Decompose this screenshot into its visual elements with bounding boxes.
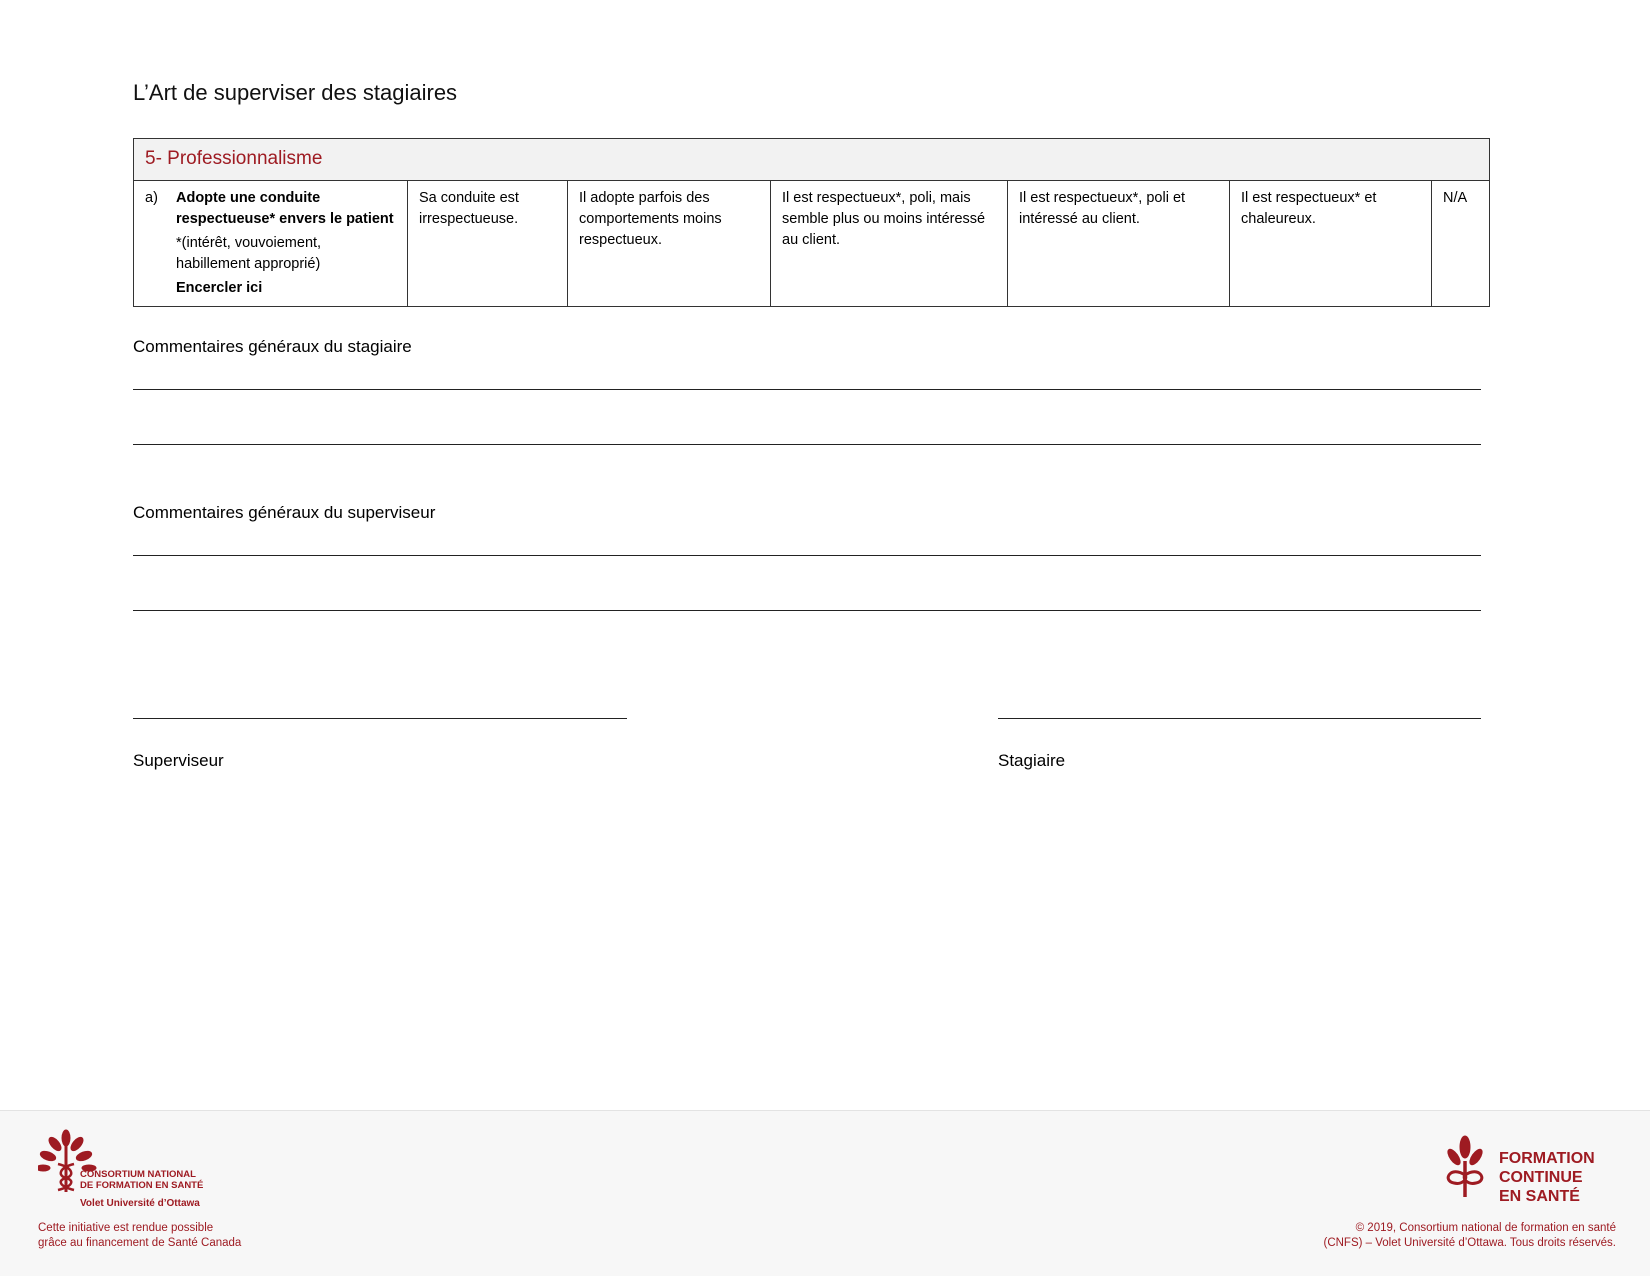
evaluation-table — [133, 138, 1490, 307]
level-5-line1: Il est respectueux* et — [1241, 190, 1377, 206]
fcs-line1: FORMATION — [1499, 1150, 1595, 1167]
level-cell-na[interactable] — [1432, 181, 1490, 307]
criterion-cell — [134, 181, 408, 307]
level-na-label: N/A — [1443, 190, 1468, 206]
cnfs-volet: Volet Université d’Ottawa — [80, 1198, 200, 1209]
cnfs-logo-text — [80, 1169, 203, 1191]
supervisor-comments-label: Commentaires généraux du superviseur — [133, 503, 436, 522]
supervisor-comment-line-2[interactable] — [133, 610, 1481, 611]
document-title: L’Art de superviser des stagiaires — [133, 80, 458, 105]
level-cell-3[interactable] — [771, 181, 1008, 307]
section-heading: 5- Professionnalisme — [134, 139, 1490, 181]
level-4-line1: Il est respectueux*, poli et — [1019, 190, 1186, 206]
cnfs-line1: CONSORTIUM NATIONAL — [80, 1169, 196, 1180]
copyright-line1: © 2019, Consortium national de formation en santé — [1355, 1222, 1616, 1234]
footer — [0, 1110, 1650, 1276]
supervisor-signature-line[interactable] — [133, 718, 627, 719]
criterion-title-line2: respectueuse* envers le patient — [176, 211, 394, 227]
fcs-leaf-icon — [1440, 1135, 1490, 1201]
level-1-line2: irrespectueuse. — [419, 211, 519, 227]
trainee-comment-line-1[interactable] — [133, 389, 1481, 390]
criterion-note-line1: *(intérêt, vouvoiement, — [176, 235, 322, 251]
level-2-line2: comportements moins — [579, 211, 722, 227]
funding-note — [38, 1221, 241, 1251]
funding-line2: grâce au financement de Santé Canada — [38, 1237, 242, 1249]
criterion-title-line1: Adopte une conduite — [176, 190, 321, 206]
trainee-comments-label: Commentaires généraux du stagiaire — [133, 337, 412, 356]
criterion-note-line2: habillement approprié) — [176, 256, 321, 272]
cnfs-caduceus-icon — [38, 1128, 238, 1208]
cnfs-line2: DE FORMATION EN SANTÉ — [80, 1180, 204, 1191]
level-3-line1: Il est respectueux*, poli, mais — [782, 190, 971, 206]
level-2-line1: Il adopte parfois des — [579, 190, 710, 206]
fcs-logo-text — [1499, 1149, 1595, 1206]
level-3-line2: semble plus ou moins intéressé — [782, 211, 986, 227]
fcs-line2: CONTINUE — [1499, 1169, 1583, 1186]
criterion-letter: a) — [145, 190, 158, 206]
level-5-line2: chaleureux. — [1241, 211, 1316, 227]
trainee-signature-line[interactable] — [998, 718, 1481, 719]
trainee-signature-label: Stagiaire — [998, 751, 1066, 770]
level-3-line3: au client. — [782, 232, 841, 248]
table-row — [134, 181, 1490, 307]
supervisor-signature-label: Superviseur — [133, 751, 224, 770]
trainee-comment-line-2[interactable] — [133, 444, 1481, 445]
level-cell-2[interactable] — [568, 181, 771, 307]
level-4-line2: intéressé au client. — [1019, 211, 1140, 227]
criterion-circle-instruction: Encercler ici — [176, 280, 263, 296]
level-2-line3: respectueux. — [579, 232, 663, 248]
copyright-line2: (CNFS) – Volet Université d’Ottawa. Tous droits réservés. — [1323, 1237, 1616, 1249]
level-cell-1[interactable] — [408, 181, 568, 307]
level-1-line1: Sa conduite est — [419, 190, 519, 206]
level-cell-5[interactable] — [1230, 181, 1432, 307]
level-cell-4[interactable] — [1008, 181, 1230, 307]
copyright-notice — [1323, 1221, 1616, 1251]
funding-line1: Cette initiative est rendue possible — [38, 1222, 214, 1234]
fcs-line3: EN SANTÉ — [1499, 1188, 1580, 1205]
supervisor-comment-line-1[interactable] — [133, 555, 1481, 556]
